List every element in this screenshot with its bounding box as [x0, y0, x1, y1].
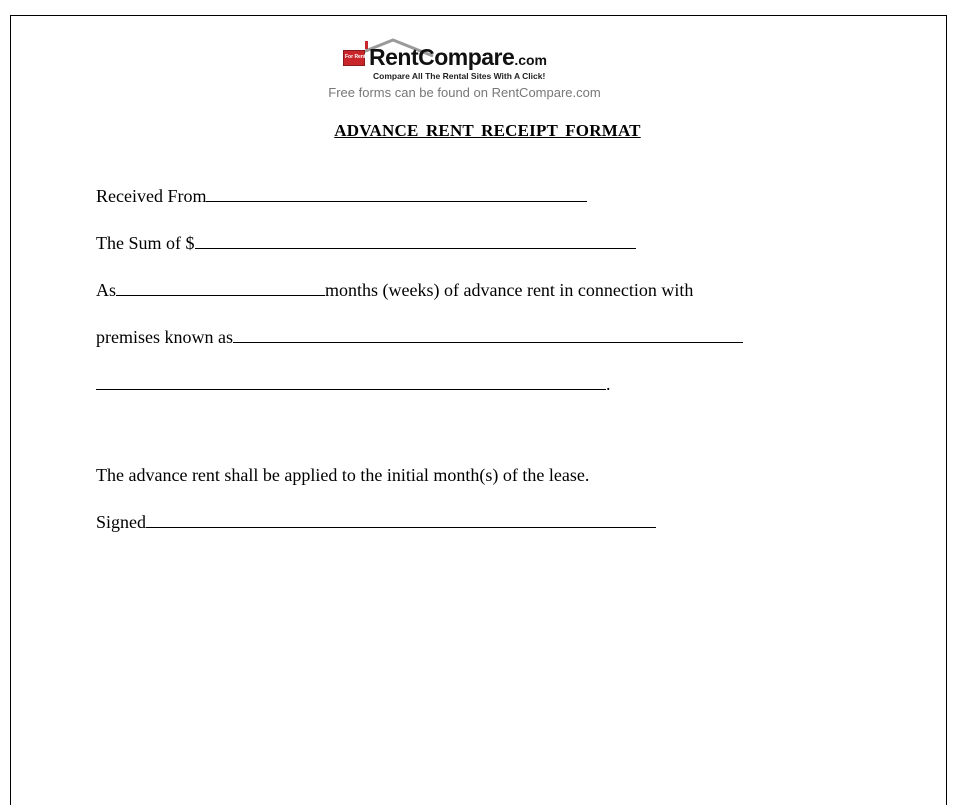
months-text: months (weeks) of advance rent in connection with	[325, 280, 694, 300]
premises-row	[96, 327, 743, 348]
sum-row	[96, 233, 636, 254]
premises-continuation-blank[interactable]	[96, 375, 606, 390]
signed-label: Signed	[96, 512, 147, 532]
logo-wordmark	[369, 44, 547, 71]
period-mark: .	[606, 374, 611, 394]
sum-blank[interactable]	[195, 234, 636, 249]
signature-blank[interactable]	[146, 513, 656, 528]
premises-continuation-row	[96, 374, 611, 395]
sum-label: The Sum of $	[96, 233, 195, 253]
as-label: As	[96, 280, 117, 300]
advance-rent-statement: The advance rent shall be applied to the initial month(s) of the lease.	[96, 465, 590, 485]
advance-rent-statement-row	[96, 465, 589, 486]
received-from-row	[96, 186, 587, 207]
received-from-label: Received From	[96, 186, 207, 206]
signed-row	[96, 512, 656, 533]
logo-brand: RentCompare	[369, 44, 515, 70]
for-rent-sign-text: For Rent	[345, 54, 366, 60]
months-blank[interactable]	[116, 281, 325, 296]
premises-blank[interactable]	[233, 328, 743, 343]
document-page	[10, 15, 947, 805]
months-row	[96, 280, 693, 301]
for-rent-sign	[343, 50, 365, 66]
received-from-blank[interactable]	[206, 187, 587, 202]
free-forms-notice: Free forms can be found on RentCompare.com	[328, 85, 601, 100]
premises-label: premises known as	[96, 327, 233, 347]
logo-dotcom: .com	[514, 52, 547, 68]
page-title: ADVANCE RENT RECEIPT FORMAT	[334, 121, 641, 140]
logo-tagline: Compare All The Rental Sites With A Click!	[373, 71, 546, 81]
